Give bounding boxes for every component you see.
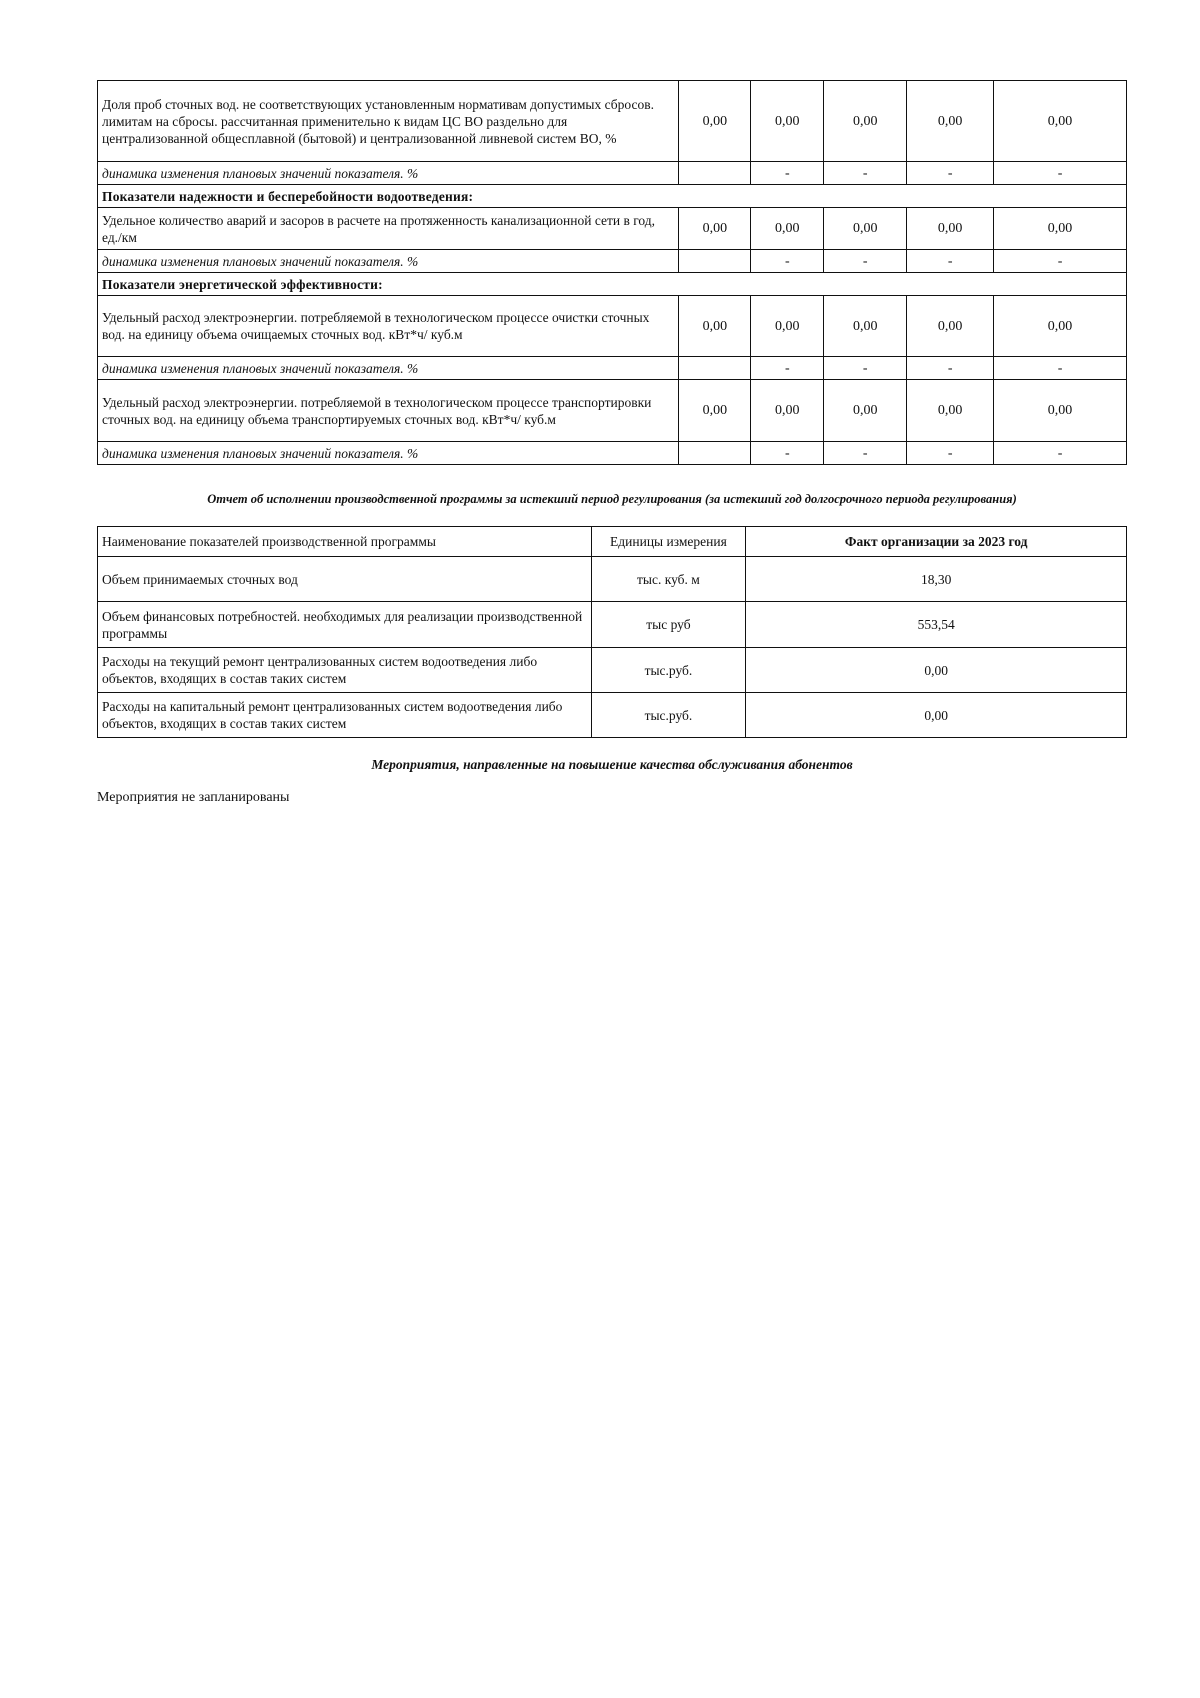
report-caption: Отчет об исполнении производственной программы за истекший период регулирования (за истекший год долгосрочного периода регулирования): [207, 492, 1017, 506]
dynamics-cell: -: [824, 357, 907, 380]
indicators-table: [97, 80, 1127, 465]
table-row: [98, 602, 1127, 648]
table-row: [98, 296, 1127, 357]
indicator-name: Расходы на текущий ремонт централизованных систем водоотведения либо объектов, входящих в состав таких систем: [98, 648, 592, 693]
value-cell: 0,00: [824, 81, 907, 162]
table-row: [98, 250, 1127, 273]
unit-cell: тыс.руб.: [591, 648, 746, 693]
table-row: [98, 208, 1127, 250]
value-cell: 0,00: [907, 208, 994, 250]
dynamics-cell: -: [751, 250, 824, 273]
table-row: [98, 557, 1127, 602]
value-cell: 0,00: [679, 380, 751, 442]
dynamics-cell: [679, 357, 751, 380]
value-cell: 0,00: [907, 81, 994, 162]
indicator-label: Удельный расход электроэнергии. потребляемой в технологическом процессе транспортировки сточных вод. на единицу объема транспортируемых сточных вод. кВт*ч/ куб.м: [98, 380, 679, 442]
unit-cell: тыс. куб. м: [591, 557, 746, 602]
dynamics-cell: -: [994, 357, 1127, 380]
value-cell: 18,30: [746, 557, 1127, 602]
table-row: [98, 357, 1127, 380]
table-row: [98, 81, 1127, 162]
table-row: [98, 648, 1127, 693]
value-cell: 0,00: [994, 380, 1127, 442]
table-row: [98, 693, 1127, 738]
dynamics-cell: -: [751, 442, 824, 465]
value-cell: 0,00: [824, 296, 907, 357]
table-row: [98, 442, 1127, 465]
dynamics-cell: -: [907, 357, 994, 380]
value-cell: 0,00: [994, 296, 1127, 357]
table-row: [98, 162, 1127, 185]
value-cell: 0,00: [679, 296, 751, 357]
section-heading: Показатели энергетической эффективности:: [98, 273, 1127, 296]
value-cell: 0,00: [907, 296, 994, 357]
column-header: Единицы измерения: [591, 527, 746, 557]
dynamics-cell: -: [907, 442, 994, 465]
indicator-name: Объем финансовых потребностей. необходимых для реализации производственной программы: [98, 602, 592, 648]
value-cell: 0,00: [751, 208, 824, 250]
section-heading: Показатели надежности и бесперебойности водоотведения:: [98, 185, 1127, 208]
column-header: Факт организации за 2023 год: [746, 527, 1127, 557]
dynamics-cell: [679, 162, 751, 185]
dynamics-cell: -: [994, 250, 1127, 273]
dynamics-cell: -: [751, 162, 824, 185]
measures-heading: Мероприятия, направленные на повышение качества обслуживания абонентов: [371, 757, 853, 772]
dynamics-label: динамика изменения плановых значений показателя. %: [98, 250, 679, 273]
value-cell: 553,54: [746, 602, 1127, 648]
value-cell: 0,00: [751, 380, 824, 442]
value-cell: 0,00: [746, 693, 1127, 738]
dynamics-cell: -: [994, 162, 1127, 185]
table-row: [98, 273, 1127, 296]
value-cell: 0,00: [907, 380, 994, 442]
indicator-label: Удельное количество аварий и засоров в расчете на протяженность канализационной сети в год, ед./км: [98, 208, 679, 250]
unit-cell: тыс.руб.: [591, 693, 746, 738]
value-cell: 0,00: [746, 648, 1127, 693]
value-cell: 0,00: [679, 208, 751, 250]
dynamics-cell: [679, 250, 751, 273]
dynamics-cell: -: [824, 250, 907, 273]
dynamics-cell: -: [907, 250, 994, 273]
value-cell: 0,00: [679, 81, 751, 162]
dynamics-label: динамика изменения плановых значений показателя. %: [98, 442, 679, 465]
value-cell: 0,00: [824, 208, 907, 250]
table-header-row: [98, 527, 1127, 557]
indicator-label: Доля проб сточных вод. не соответствующих установленным нормативам допустимых сбросов. лимитам на сбросы. рассчитанная применительно к видам ЦС ВО раздельно для централизованной общесплавной (бытовой) и централизованной ливневой систем ВО, %: [98, 81, 679, 162]
value-cell: 0,00: [751, 296, 824, 357]
table-row: [98, 185, 1127, 208]
value-cell: 0,00: [751, 81, 824, 162]
indicator-name: Объем принимаемых сточных вод: [98, 557, 592, 602]
measures-note: Мероприятия не запланированы: [97, 790, 290, 805]
column-header: Наименование показателей производственной программы: [98, 527, 592, 557]
dynamics-cell: -: [824, 162, 907, 185]
report-table: [97, 526, 1127, 738]
dynamics-cell: -: [751, 357, 824, 380]
dynamics-label: динамика изменения плановых значений показателя. %: [98, 357, 679, 380]
dynamics-cell: -: [907, 162, 994, 185]
unit-cell: тыс руб: [591, 602, 746, 648]
indicator-label: Удельный расход электроэнергии. потребляемой в технологическом процессе очистки сточных вод. на единицу объема очищаемых сточных вод. кВт*ч/ куб.м: [98, 296, 679, 357]
value-cell: 0,00: [994, 81, 1127, 162]
indicator-name: Расходы на капитальный ремонт централизованных систем водоотведения либо объектов, входящих в состав таких систем: [98, 693, 592, 738]
dynamics-cell: [679, 442, 751, 465]
dynamics-label: динамика изменения плановых значений показателя. %: [98, 162, 679, 185]
dynamics-cell: -: [994, 442, 1127, 465]
value-cell: 0,00: [824, 380, 907, 442]
dynamics-cell: -: [824, 442, 907, 465]
value-cell: 0,00: [994, 208, 1127, 250]
table-row: [98, 380, 1127, 442]
